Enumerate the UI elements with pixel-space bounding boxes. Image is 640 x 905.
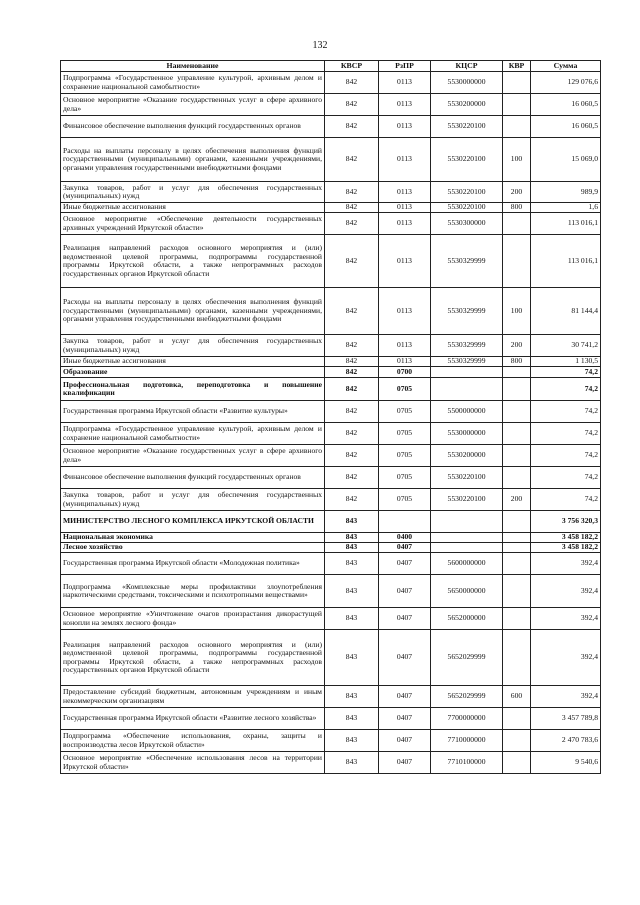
cell-kvsr: 842 bbox=[325, 203, 379, 213]
cell-sum: 74,2 bbox=[531, 489, 601, 511]
cell-kcsr: 5530329999 bbox=[431, 288, 503, 335]
table-row bbox=[61, 357, 601, 367]
cell-rzpr: 0113 bbox=[379, 94, 431, 116]
cell-rzpr: 0407 bbox=[379, 543, 431, 553]
cell-name: Основное мероприятие «Обеспечение использования лесов на территории Иркутской области» bbox=[61, 752, 325, 774]
cell-kvsr: 843 bbox=[325, 543, 379, 553]
table-row bbox=[61, 686, 601, 708]
cell-kvsr: 843 bbox=[325, 752, 379, 774]
cell-kvsr: 842 bbox=[325, 138, 379, 182]
cell-sum: 74,2 bbox=[531, 367, 601, 378]
cell-kvsr: 842 bbox=[325, 423, 379, 445]
cell-kvr bbox=[503, 511, 531, 533]
cell-name: Иные бюджетные ассигнования bbox=[61, 357, 325, 367]
cell-kvsr: 843 bbox=[325, 553, 379, 575]
cell-kvr bbox=[503, 553, 531, 575]
cell-kcsr bbox=[431, 511, 503, 533]
cell-kvr bbox=[503, 730, 531, 752]
table-row bbox=[61, 72, 601, 94]
table-row bbox=[61, 489, 601, 511]
cell-rzpr: 0705 bbox=[379, 489, 431, 511]
cell-sum: 392,4 bbox=[531, 630, 601, 686]
cell-kvr bbox=[503, 630, 531, 686]
cell-kvr bbox=[503, 575, 531, 608]
table-row bbox=[61, 367, 601, 378]
cell-rzpr: 0705 bbox=[379, 445, 431, 467]
cell-kvsr: 842 bbox=[325, 94, 379, 116]
cell-kvsr: 843 bbox=[325, 686, 379, 708]
cell-kvsr: 842 bbox=[325, 116, 379, 138]
cell-name: Иные бюджетные ассигнования bbox=[61, 203, 325, 213]
cell-kvr bbox=[503, 213, 531, 235]
cell-kvsr: 842 bbox=[325, 401, 379, 423]
cell-sum: 74,2 bbox=[531, 467, 601, 489]
cell-rzpr: 0113 bbox=[379, 213, 431, 235]
cell-rzpr: 0705 bbox=[379, 378, 431, 401]
cell-kvr: 200 bbox=[503, 182, 531, 203]
cell-name: Подпрограмма «Государственное управление культурой, архивным делом и сохранение национальной самобытности» bbox=[61, 72, 325, 94]
cell-sum: 3 457 789,8 bbox=[531, 708, 601, 730]
cell-kcsr: 7710100000 bbox=[431, 752, 503, 774]
cell-rzpr: 0407 bbox=[379, 575, 431, 608]
cell-sum: 3 756 320,3 bbox=[531, 511, 601, 533]
cell-sum: 16 060,5 bbox=[531, 116, 601, 138]
cell-kvsr: 842 bbox=[325, 357, 379, 367]
page-number: 132 bbox=[312, 40, 328, 51]
table-header-row bbox=[61, 61, 601, 72]
cell-sum: 1,6 bbox=[531, 203, 601, 213]
cell-rzpr: 0705 bbox=[379, 401, 431, 423]
cell-kvr bbox=[503, 543, 531, 553]
cell-kvsr: 842 bbox=[325, 467, 379, 489]
cell-name: Государственная программа Иркутской области «Молодежная политика» bbox=[61, 553, 325, 575]
cell-name: Профессиональная подготовка, переподготовка и повышение квалификации bbox=[61, 378, 325, 401]
cell-kvsr: 842 bbox=[325, 182, 379, 203]
cell-rzpr: 0113 bbox=[379, 357, 431, 367]
cell-rzpr: 0700 bbox=[379, 367, 431, 378]
cell-kvsr: 842 bbox=[325, 235, 379, 288]
cell-sum: 1 130,5 bbox=[531, 357, 601, 367]
cell-sum: 129 076,6 bbox=[531, 72, 601, 94]
cell-kvr bbox=[503, 401, 531, 423]
cell-sum: 74,2 bbox=[531, 423, 601, 445]
cell-kvsr: 842 bbox=[325, 335, 379, 357]
cell-name: Основное мероприятие «Оказание государственных услуг в сфере архивного дела» bbox=[61, 445, 325, 467]
cell-kcsr: 5530300000 bbox=[431, 213, 503, 235]
cell-name: Предоставление субсидий бюджетным, автономным учреждениям и иным некоммерческим организациям bbox=[61, 686, 325, 708]
table-row bbox=[61, 213, 601, 235]
cell-kvsr: 842 bbox=[325, 378, 379, 401]
cell-kcsr: 7710000000 bbox=[431, 730, 503, 752]
cell-kvr: 800 bbox=[503, 357, 531, 367]
cell-kcsr: 5530329999 bbox=[431, 335, 503, 357]
column-header-kcsr: КЦСР bbox=[431, 61, 503, 72]
cell-sum: 989,9 bbox=[531, 182, 601, 203]
cell-rzpr: 0407 bbox=[379, 686, 431, 708]
cell-kvsr: 842 bbox=[325, 489, 379, 511]
cell-sum: 392,4 bbox=[531, 575, 601, 608]
cell-sum: 3 458 182,2 bbox=[531, 533, 601, 543]
cell-rzpr: 0407 bbox=[379, 752, 431, 774]
cell-kcsr bbox=[431, 367, 503, 378]
cell-rzpr: 0407 bbox=[379, 608, 431, 630]
cell-kvsr: 843 bbox=[325, 533, 379, 543]
cell-kvsr: 843 bbox=[325, 630, 379, 686]
column-header-rzpr: РзПР bbox=[379, 61, 431, 72]
cell-name: Финансовое обеспечение выполнения функций государственных органов bbox=[61, 116, 325, 138]
cell-kcsr: 5530220100 bbox=[431, 467, 503, 489]
table-row bbox=[61, 94, 601, 116]
cell-kvsr: 842 bbox=[325, 445, 379, 467]
cell-kcsr: 5530220100 bbox=[431, 116, 503, 138]
cell-name: Национальная экономика bbox=[61, 533, 325, 543]
cell-sum: 113 016,1 bbox=[531, 213, 601, 235]
cell-kvr bbox=[503, 116, 531, 138]
budget-table bbox=[60, 60, 601, 774]
cell-sum: 392,4 bbox=[531, 686, 601, 708]
cell-rzpr: 0407 bbox=[379, 630, 431, 686]
table-row bbox=[61, 752, 601, 774]
cell-kcsr: 5530220100 bbox=[431, 182, 503, 203]
cell-kvr: 200 bbox=[503, 335, 531, 357]
cell-kvsr: 842 bbox=[325, 213, 379, 235]
cell-sum: 16 060,5 bbox=[531, 94, 601, 116]
cell-kvr bbox=[503, 72, 531, 94]
cell-kvsr: 843 bbox=[325, 730, 379, 752]
cell-kvsr: 843 bbox=[325, 708, 379, 730]
cell-name: МИНИСТЕРСТВО ЛЕСНОГО КОМПЛЕКСА ИРКУТСКОЙ ОБЛАСТИ bbox=[61, 511, 325, 533]
cell-rzpr: 0113 bbox=[379, 335, 431, 357]
table-row bbox=[61, 511, 601, 533]
table-row bbox=[61, 182, 601, 203]
cell-rzpr: 0407 bbox=[379, 730, 431, 752]
cell-rzpr: 0113 bbox=[379, 203, 431, 213]
table-row bbox=[61, 533, 601, 543]
cell-kcsr: 7700000000 bbox=[431, 708, 503, 730]
cell-kvr bbox=[503, 533, 531, 543]
cell-rzpr: 0705 bbox=[379, 467, 431, 489]
cell-kcsr: 5652000000 bbox=[431, 608, 503, 630]
cell-rzpr: 0113 bbox=[379, 182, 431, 203]
cell-kcsr: 5530000000 bbox=[431, 423, 503, 445]
cell-kvr bbox=[503, 445, 531, 467]
cell-kcsr bbox=[431, 533, 503, 543]
cell-kcsr bbox=[431, 543, 503, 553]
cell-name: Реализация направлений расходов основного мероприятия и (или) ведомственной целевой программы, подпрограммы государственной программы Иркутской области, а также непрограммных расходов государственных органов Иркутской области bbox=[61, 235, 325, 288]
column-header-kvsr: КВСР bbox=[325, 61, 379, 72]
cell-kvr: 800 bbox=[503, 203, 531, 213]
table-row bbox=[61, 467, 601, 489]
cell-kvsr: 843 bbox=[325, 575, 379, 608]
table-row bbox=[61, 235, 601, 288]
cell-name: Расходы на выплаты персоналу в целях обеспечения выполнения функций государственными (муниципальными) органами, казенными учреждениями, органами управления государственными внебюджетными фондами bbox=[61, 288, 325, 335]
cell-kvsr: 843 bbox=[325, 511, 379, 533]
cell-name: Государственная программа Иркутской области «Развитие лесного хозяйства» bbox=[61, 708, 325, 730]
cell-rzpr: 0400 bbox=[379, 533, 431, 543]
table-row bbox=[61, 543, 601, 553]
cell-kcsr: 5650000000 bbox=[431, 575, 503, 608]
table-row bbox=[61, 553, 601, 575]
cell-name: Подпрограмма «Комплексные меры профилактики злоупотребления наркотическими средствами, токсическими и психотропными веществами» bbox=[61, 575, 325, 608]
cell-rzpr: 0113 bbox=[379, 288, 431, 335]
cell-sum: 74,2 bbox=[531, 378, 601, 401]
cell-name: Лесное хозяйство bbox=[61, 543, 325, 553]
cell-name: Основное мероприятие «Уничтожение очагов произрастания дикорастущей конопли на землях лесного фонда» bbox=[61, 608, 325, 630]
cell-name: Государственная программа Иркутской области «Развитие культуры» bbox=[61, 401, 325, 423]
cell-name: Реализация направлений расходов основного мероприятия и (или) ведомственной целевой программы, подпрограммы государственной программы Иркутской области, а также непрограммных расходов государственных органов Иркутской области bbox=[61, 630, 325, 686]
cell-kcsr: 5530200000 bbox=[431, 445, 503, 467]
cell-name: Подпрограмма «Государственное управление культурой, архивным делом и сохранение национальной самобытности» bbox=[61, 423, 325, 445]
cell-sum: 2 470 783,6 bbox=[531, 730, 601, 752]
cell-sum: 113 016,1 bbox=[531, 235, 601, 288]
cell-kcsr: 5500000000 bbox=[431, 401, 503, 423]
cell-kvr bbox=[503, 752, 531, 774]
cell-name: Подпрограмма «Обеспечение использования, охраны, защиты и воспроизводства лесов Иркутской области» bbox=[61, 730, 325, 752]
cell-name: Основное мероприятие «Оказание государственных услуг в сфере архивного дела» bbox=[61, 94, 325, 116]
cell-name: Основное мероприятие «Обеспечение деятельности государственных архивных учреждений Иркутской области» bbox=[61, 213, 325, 235]
cell-kcsr bbox=[431, 378, 503, 401]
table-row bbox=[61, 708, 601, 730]
table-row bbox=[61, 575, 601, 608]
cell-kvr: 200 bbox=[503, 489, 531, 511]
cell-kcsr: 5530220100 bbox=[431, 203, 503, 213]
table-row bbox=[61, 423, 601, 445]
cell-kvsr: 842 bbox=[325, 288, 379, 335]
column-header-kvr: КВР bbox=[503, 61, 531, 72]
cell-kvr: 100 bbox=[503, 288, 531, 335]
cell-kvr bbox=[503, 378, 531, 401]
cell-kvr: 600 bbox=[503, 686, 531, 708]
column-header-sum: Сумма bbox=[531, 61, 601, 72]
cell-sum: 9 540,6 bbox=[531, 752, 601, 774]
cell-rzpr: 0407 bbox=[379, 708, 431, 730]
table-row bbox=[61, 116, 601, 138]
cell-name: Закупка товаров, работ и услуг для обеспечения государственных (муниципальных) нужд bbox=[61, 182, 325, 203]
cell-kvr bbox=[503, 608, 531, 630]
cell-kvr bbox=[503, 423, 531, 445]
cell-sum: 392,4 bbox=[531, 608, 601, 630]
table-row bbox=[61, 608, 601, 630]
cell-kcsr: 5530329999 bbox=[431, 235, 503, 288]
table-body bbox=[61, 72, 601, 774]
cell-sum: 30 741,2 bbox=[531, 335, 601, 357]
cell-sum: 392,4 bbox=[531, 553, 601, 575]
cell-rzpr: 0407 bbox=[379, 553, 431, 575]
cell-kvr: 100 bbox=[503, 138, 531, 182]
cell-kvsr: 843 bbox=[325, 608, 379, 630]
cell-sum: 15 069,0 bbox=[531, 138, 601, 182]
cell-kcsr: 5652029999 bbox=[431, 686, 503, 708]
table-row bbox=[61, 730, 601, 752]
table-row bbox=[61, 138, 601, 182]
cell-kcsr: 5530220100 bbox=[431, 138, 503, 182]
cell-rzpr bbox=[379, 511, 431, 533]
cell-rzpr: 0113 bbox=[379, 72, 431, 94]
cell-sum: 81 144,4 bbox=[531, 288, 601, 335]
table-row bbox=[61, 401, 601, 423]
cell-name: Образование bbox=[61, 367, 325, 378]
cell-kcsr: 5530329999 bbox=[431, 357, 503, 367]
cell-sum: 74,2 bbox=[531, 445, 601, 467]
cell-kcsr: 5600000000 bbox=[431, 553, 503, 575]
cell-name: Финансовое обеспечение выполнения функций государственных органов bbox=[61, 467, 325, 489]
cell-name: Расходы на выплаты персоналу в целях обеспечения выполнения функций государственными (муниципальными) органами, казенными учреждениями, органами управления государственными внебюджетными фондами bbox=[61, 138, 325, 182]
cell-kvsr: 842 bbox=[325, 72, 379, 94]
table-row bbox=[61, 378, 601, 401]
table-row bbox=[61, 288, 601, 335]
cell-rzpr: 0113 bbox=[379, 138, 431, 182]
table-row bbox=[61, 445, 601, 467]
column-header-name: Наименование bbox=[61, 61, 325, 72]
table-row bbox=[61, 630, 601, 686]
cell-rzpr: 0705 bbox=[379, 423, 431, 445]
cell-sum: 74,2 bbox=[531, 401, 601, 423]
cell-kcsr: 5530000000 bbox=[431, 72, 503, 94]
cell-kvsr: 842 bbox=[325, 367, 379, 378]
cell-kcsr: 5530200000 bbox=[431, 94, 503, 116]
cell-kcsr: 5652029999 bbox=[431, 630, 503, 686]
table-row bbox=[61, 203, 601, 213]
cell-kvr bbox=[503, 235, 531, 288]
cell-kvr bbox=[503, 94, 531, 116]
cell-kvr bbox=[503, 367, 531, 378]
cell-kcsr: 5530220100 bbox=[431, 489, 503, 511]
table-row bbox=[61, 335, 601, 357]
cell-rzpr: 0113 bbox=[379, 116, 431, 138]
cell-kvr bbox=[503, 708, 531, 730]
cell-sum: 3 458 182,2 bbox=[531, 543, 601, 553]
cell-rzpr: 0113 bbox=[379, 235, 431, 288]
cell-name: Закупка товаров, работ и услуг для обеспечения государственных (муниципальных) нужд bbox=[61, 489, 325, 511]
cell-kvr bbox=[503, 467, 531, 489]
cell-name: Закупка товаров, работ и услуг для обеспечения государственных (муниципальных) нужд bbox=[61, 335, 325, 357]
